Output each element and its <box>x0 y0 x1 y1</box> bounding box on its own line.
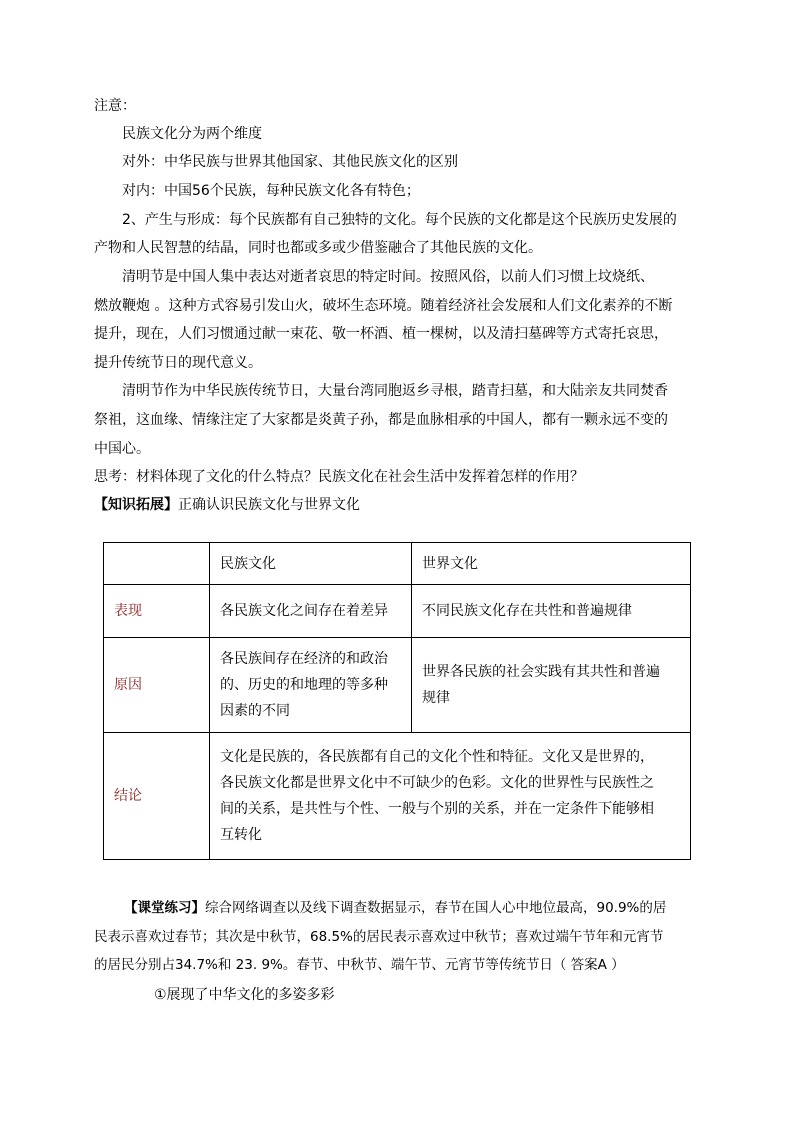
table-header-world: 世界文化 <box>412 543 691 585</box>
cell-national-manifestation: 各民族文化之间存在着差异 <box>210 585 412 638</box>
table-corner-cell <box>104 543 210 585</box>
cell-line: 互转化 <box>220 827 262 843</box>
row-head-manifestation: 表现 <box>104 585 210 638</box>
note-line-1: 民族文化分为两个维度 <box>122 126 262 142</box>
practice-tag: 【课堂练习】 <box>124 900 205 916</box>
knowledge-expansion-tag: 【知识拓展】 <box>94 497 178 513</box>
cell-line: 世界各民族的社会实践有其共性和普遍 <box>422 664 660 680</box>
qingming-paragraph-1-line-3: 提升，现在，人们习惯通过献一束花、敬一杯酒、植一棵树，以及清扫墓碑等方式寄托哀思， <box>94 326 668 342</box>
cell-line: 文化是民族的，各民族都有自己的文化个性和特征。文化又是世界的， <box>220 749 654 765</box>
cell-world-reason <box>412 638 691 733</box>
comparison-table <box>103 542 691 860</box>
practice-line-2: 民表示喜欢过春节；其次是中秋节，68.5%的居民表示喜欢过中秋节；喜欢过端午节年和元宵节 <box>94 929 664 945</box>
cell-line: 间的关系，是共性与个性、一般与个别的关系，并在一定条件下能够相 <box>220 801 654 817</box>
cell-line: 的、历史的和地理的等多种 <box>220 677 388 693</box>
qingming-paragraph-1-line-1: 清明节是中国人集中表达对逝者哀思的特定时间。按照风俗，以前人们习惯上坟烧纸、 <box>122 269 654 285</box>
cell-line: 规律 <box>422 690 450 706</box>
qingming-paragraph-1-line-4: 提升传统节日的现代意义。 <box>94 355 262 371</box>
origin-paragraph-line-1: 2、产生与形成：每个民族都有自己独特的文化。每个民族的文化都是这个民族历史发展的 <box>122 212 677 228</box>
table-row <box>104 585 691 638</box>
cell-national-reason <box>210 638 412 733</box>
cell-line: 因素的不同 <box>220 703 290 719</box>
cell-world-manifestation: 不同民族文化存在共性和普遍规律 <box>412 585 691 638</box>
practice-line-3: 的居民分别占34.7%和 23. 9%。春节、中秋节、端午节、元宵节等传统节日（ 答案A ） <box>94 957 625 973</box>
note-heading: 注意： <box>94 98 136 114</box>
cell-line: 各民族文化都是世界文化中不可缺少的色彩。文化的世界性与民族性之 <box>220 775 654 791</box>
note-line-2: 对外：中华民族与世界其他国家、其他民族文化的区别 <box>122 154 458 170</box>
table-header-national: 民族文化 <box>210 543 412 585</box>
row-head-conclusion: 结论 <box>104 733 210 860</box>
table-row <box>104 638 691 733</box>
qingming-paragraph-1-line-2: 燃放鞭炮 。这种方式容易引发山火，破坏生态环境。随着经济社会发展和人们文化素养的不断 <box>94 298 673 314</box>
cell-conclusion <box>210 733 691 860</box>
think-question: 思考：材料体现了文化的什么特点？民族文化在社会生活中发挥着怎样的作用？ <box>94 469 584 485</box>
practice-text-1: 综合网络调查以及线下调查数据显示，春节在国人心中地位最高，90.9%的居 <box>205 900 667 916</box>
knowledge-expansion-title: 正确认识民族文化与世界文化 <box>178 497 360 513</box>
qingming-paragraph-2-line-1: 清明节作为中华民族传统节日，大量台湾同胞返乡寻根，踏青扫墓，和大陆亲友共同焚香 <box>122 383 668 399</box>
table-row <box>104 733 691 860</box>
cell-line: 各民族间存在经济的和政治 <box>220 651 388 667</box>
row-head-reason: 原因 <box>104 638 210 733</box>
practice-option-1: ①展现了中华文化的多姿多彩 <box>154 987 335 1003</box>
table-header-row <box>104 543 691 585</box>
qingming-paragraph-2-line-3: 中国心。 <box>94 441 150 457</box>
origin-paragraph-line-2: 产物和人民智慧的结晶，同时也都或多或少借鉴融合了其他民族的文化。 <box>94 240 542 256</box>
knowledge-expansion-heading <box>94 495 704 515</box>
practice-line-1 <box>124 898 706 918</box>
note-line-3: 对内：中国56个民族，每种民族文化各有特色； <box>122 183 420 199</box>
qingming-paragraph-2-line-2: 祭祖，这血缘、情缘注定了大家都是炎黄子孙，都是血脉相承的中国人，都有一颗永远不变的 <box>94 412 668 428</box>
